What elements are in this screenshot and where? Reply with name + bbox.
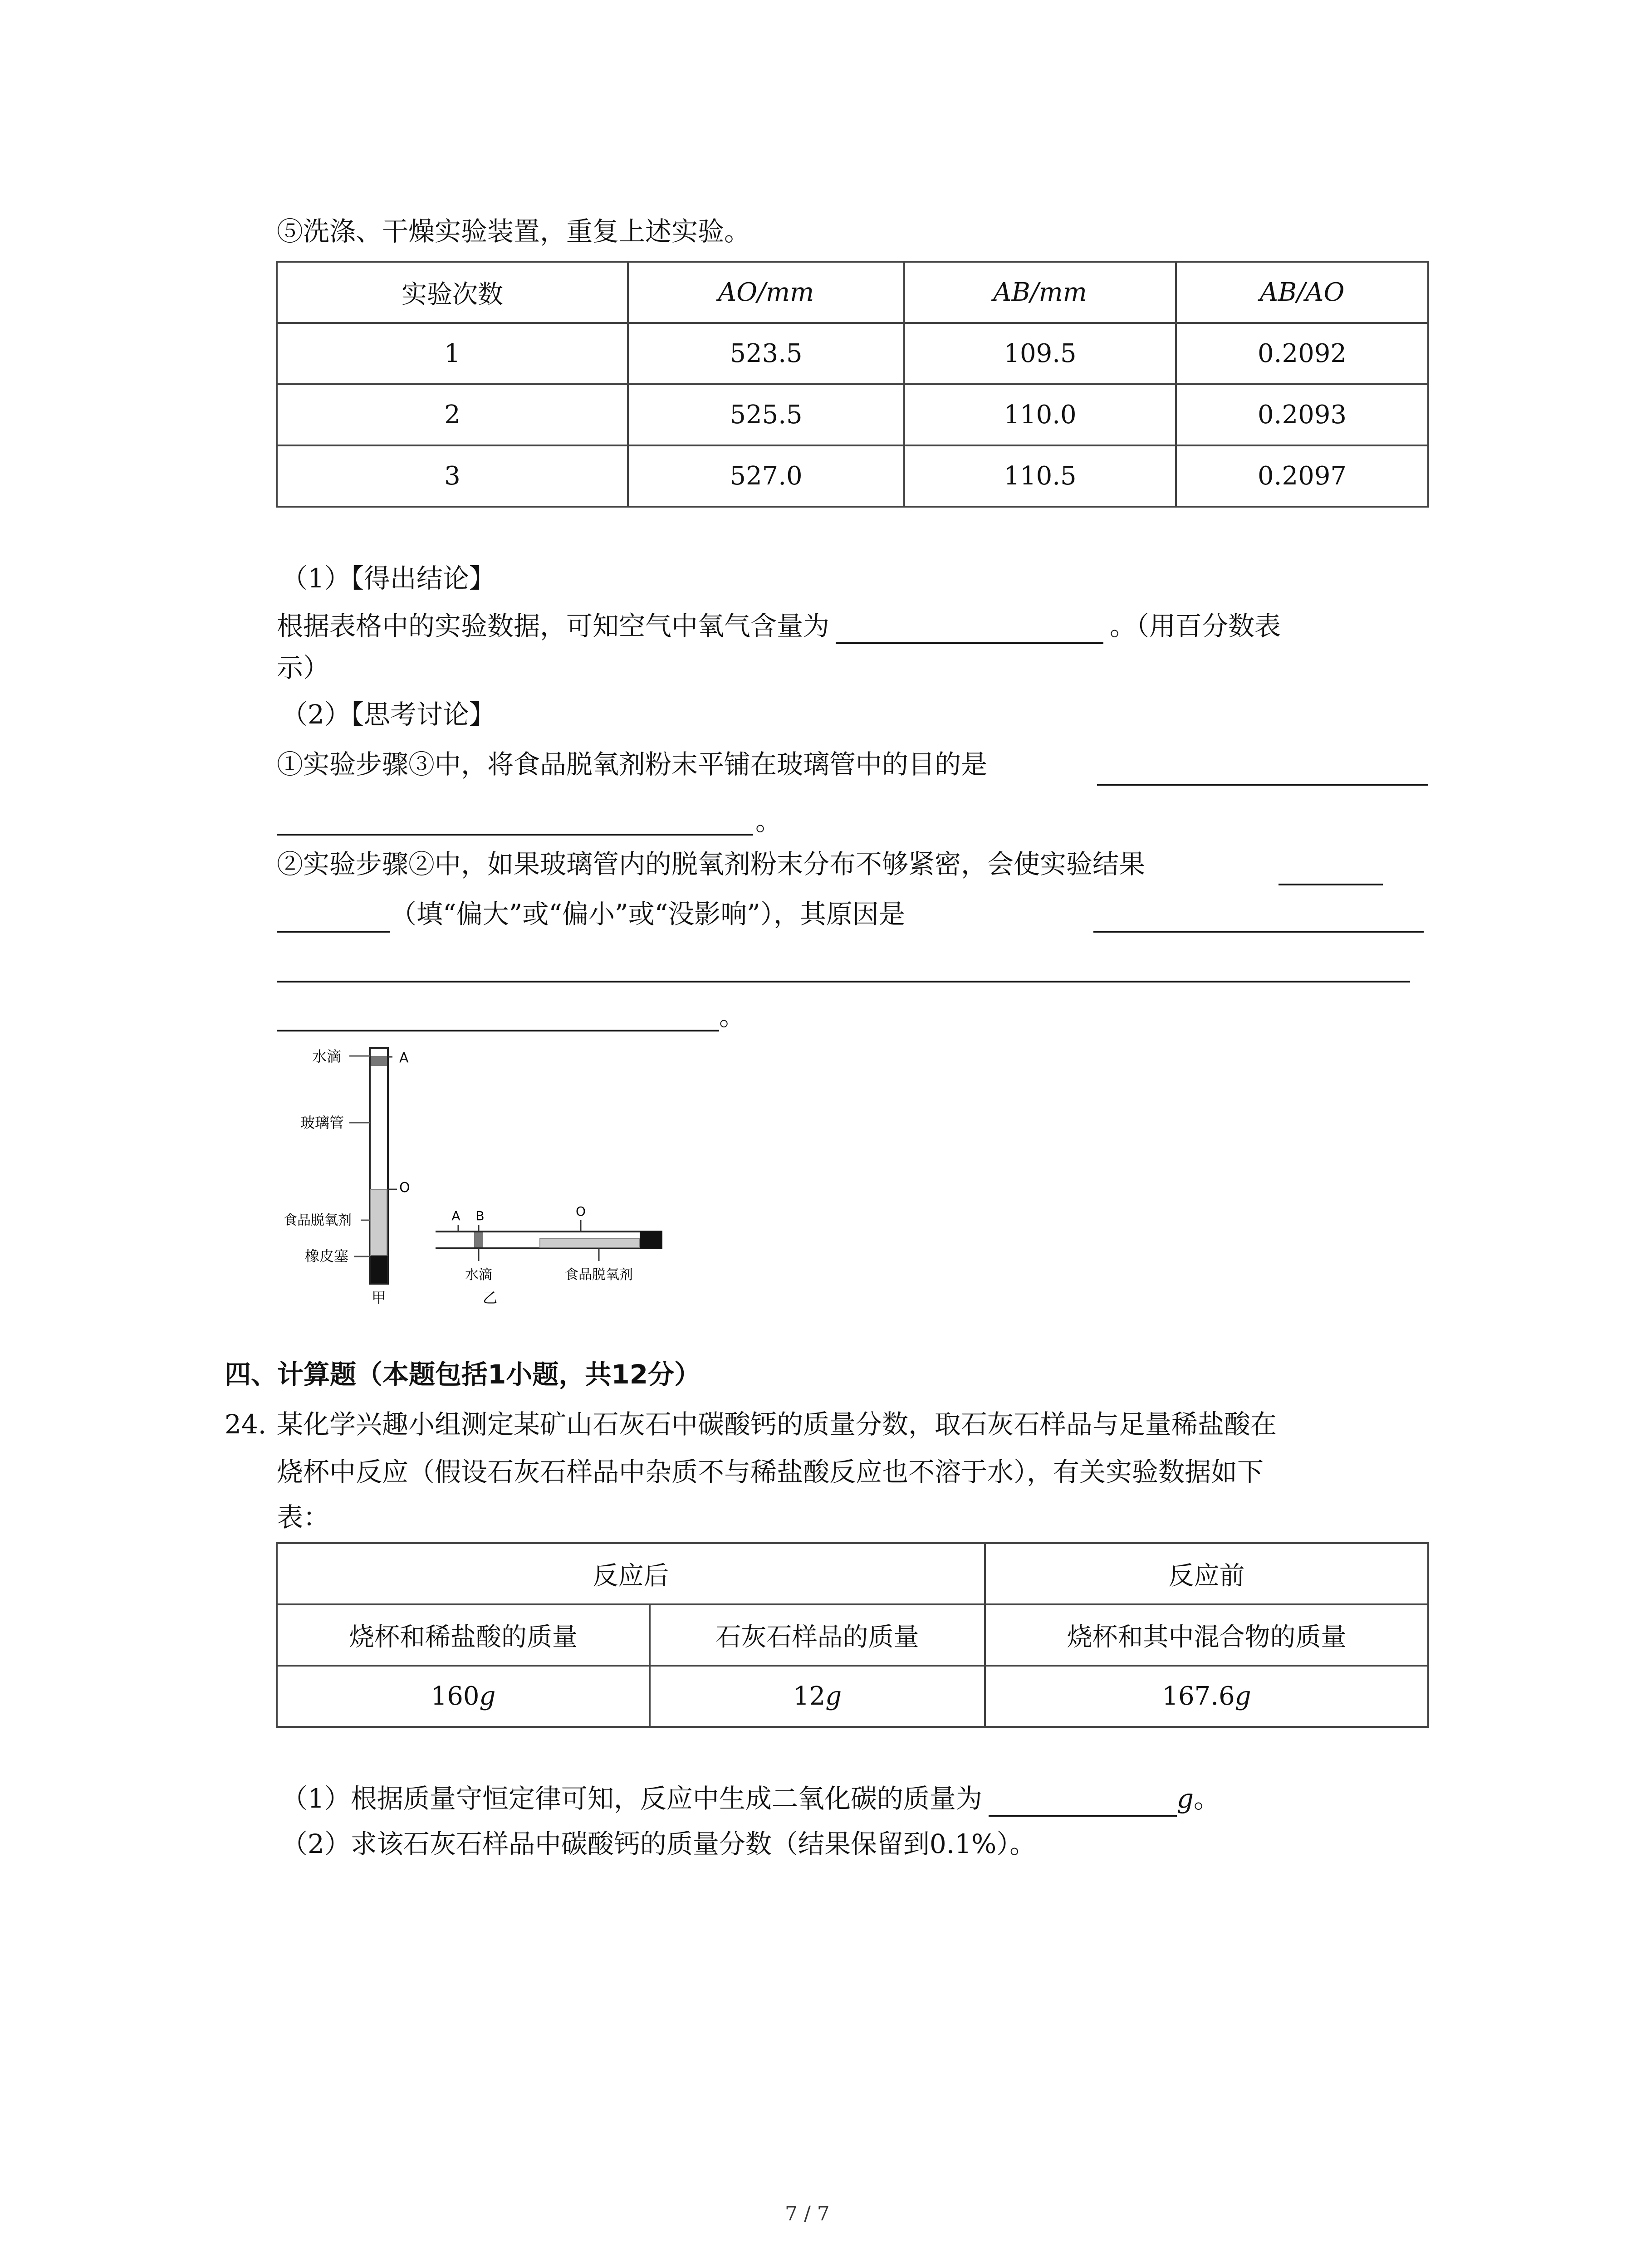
step-5-text: ⑤洗涤、干燥实验装置，重复上述实验。 xyxy=(277,216,751,247)
q24-line-2: 烧杯中反应（假设石灰石样品中杂质不与稀盐酸反应也不溶于水），有关实验数据如下 xyxy=(277,1457,1264,1487)
deoxidizer-jia xyxy=(371,1189,387,1256)
label-o-yi: O xyxy=(575,1204,586,1219)
header-ao: AO/mm xyxy=(628,262,904,323)
table-cell: 2 xyxy=(277,384,628,445)
apparatus-diagram xyxy=(268,1039,676,1311)
rubber-stopper-jia xyxy=(371,1256,387,1283)
header-beaker-acid-mass: 烧杯和稀盐酸的质量 xyxy=(277,1604,650,1666)
table-cell: 527.0 xyxy=(628,445,904,507)
table-cell: 109.5 xyxy=(904,323,1176,384)
header-after-reaction: 反应后 xyxy=(277,1543,985,1604)
table-cell: 110.5 xyxy=(904,445,1176,507)
table-cell: 3 xyxy=(277,445,628,507)
q24-line-3: 表： xyxy=(277,1502,330,1533)
table-cell: 0.2093 xyxy=(1176,384,1428,445)
rubber-stopper-yi xyxy=(640,1231,662,1249)
label-deoxidizer-yi: 食品脱氧剂 xyxy=(565,1267,633,1283)
label-a-yi: A xyxy=(451,1208,460,1223)
q1-text-a: 根据表格中的实验数据，可知空气中氧气含量为 xyxy=(277,611,830,641)
caption-yi: 乙 xyxy=(482,1289,498,1306)
q24-sub1-end: 。 xyxy=(1194,1783,1220,1814)
q1-answer-blank[interactable] xyxy=(836,614,1103,644)
q2-heading: （2）【思考讨论】 xyxy=(281,699,495,730)
header-ab-ao: AB/AO xyxy=(1176,262,1428,323)
water-drop-jia xyxy=(371,1056,387,1066)
table-cell: 0.2092 xyxy=(1176,323,1428,384)
q2-sub2-blank-b[interactable] xyxy=(277,931,390,933)
q2-sub2-blank-e[interactable] xyxy=(277,1030,719,1031)
q24-sub1-unit: g xyxy=(1176,1783,1194,1814)
reaction-table xyxy=(276,1542,1429,1728)
q1-text-b: 。（用百分数表 xyxy=(1110,611,1281,641)
table-cell: 0.2097 xyxy=(1176,445,1428,507)
diagram-yi xyxy=(436,1204,662,1306)
experiment-table xyxy=(276,261,1429,508)
q2-sub2-line-1: ②实验步骤②中，如果玻璃管内的脱氧剂粉末分布不够紧密，会使实验结果 xyxy=(277,849,1146,880)
label-water-drop-jia: 水滴 xyxy=(312,1048,342,1065)
q1-line-2: 示） xyxy=(277,652,330,683)
q24-number: 24. xyxy=(225,1409,267,1440)
table-cell: 525.5 xyxy=(628,384,904,445)
q2-sub1-blank-b[interactable] xyxy=(277,834,753,836)
header-mixture-mass: 烧杯和其中混合物的质量 xyxy=(985,1604,1428,1666)
q2-sub1-end: 。 xyxy=(755,806,782,836)
page-number: 7 / 7 xyxy=(785,2202,830,2225)
water-drop-yi xyxy=(474,1232,483,1247)
q2-sub2-blank-c[interactable] xyxy=(1093,931,1424,933)
header-trial-count: 实验次数 xyxy=(277,262,628,323)
diagram-jia xyxy=(284,1048,410,1306)
label-glass-tube: 玻璃管 xyxy=(300,1114,344,1131)
q1-line-1 xyxy=(277,608,1281,644)
q2-sub1-line-1 xyxy=(277,746,987,782)
table-cell: 1 xyxy=(277,323,628,384)
q24-sub2: （2）求该石灰石样品中碳酸钙的质量分数（结果保留到0.1%）。 xyxy=(281,1828,1036,1859)
header-limestone-mass: 石灰石样品的质量 xyxy=(650,1604,985,1666)
deoxidizer-yi xyxy=(540,1238,640,1247)
caption-jia: 甲 xyxy=(371,1289,387,1306)
label-b-yi: B xyxy=(475,1208,485,1223)
header-ab: AB/mm xyxy=(904,262,1176,323)
q2-sub2-blank-d[interactable] xyxy=(277,981,1410,982)
value-beaker-acid-mass: 160g xyxy=(277,1666,650,1727)
value-limestone-mass: 12g xyxy=(650,1666,985,1727)
value-mixture-mass: 167.6g xyxy=(985,1666,1428,1727)
label-o-jia: O xyxy=(399,1180,410,1196)
header-before-reaction: 反应前 xyxy=(985,1543,1428,1604)
q1-heading: （1）【得出结论】 xyxy=(281,563,495,594)
q24-sub1 xyxy=(281,1780,1220,1817)
q24-sub1-text: （1）根据质量守恒定律可知，反应中生成二氧化碳的质量为 xyxy=(281,1783,982,1814)
q2-sub1-blank-a[interactable] xyxy=(1097,784,1428,786)
section-4-title: 四、计算题（本题包括1小题，共12分） xyxy=(225,1359,701,1390)
q2-sub2-end: 。 xyxy=(719,1001,746,1031)
q2-sub2-line-2: （填“偏大”或“偏小”或“没影响”），其原因是 xyxy=(390,899,905,929)
q24-sub1-blank[interactable] xyxy=(989,1787,1177,1817)
table-cell: 523.5 xyxy=(628,323,904,384)
q24-line-1: 某化学兴趣小组测定某矿山石灰石中碳酸钙的质量分数，取石灰石样品与足量稀盐酸在 xyxy=(277,1409,1277,1440)
table-cell: 110.0 xyxy=(904,384,1176,445)
label-rubber-stopper: 橡皮塞 xyxy=(304,1247,349,1265)
label-deoxidizer-jia: 食品脱氧剂 xyxy=(284,1212,352,1228)
q2-sub2-blank-a[interactable] xyxy=(1279,884,1383,885)
label-a-jia: A xyxy=(399,1050,409,1066)
q2-sub1-text: ①实验步骤③中，将食品脱氧剂粉末平铺在玻璃管中的目的是 xyxy=(277,749,988,780)
label-water-drop-yi: 水滴 xyxy=(465,1267,492,1283)
